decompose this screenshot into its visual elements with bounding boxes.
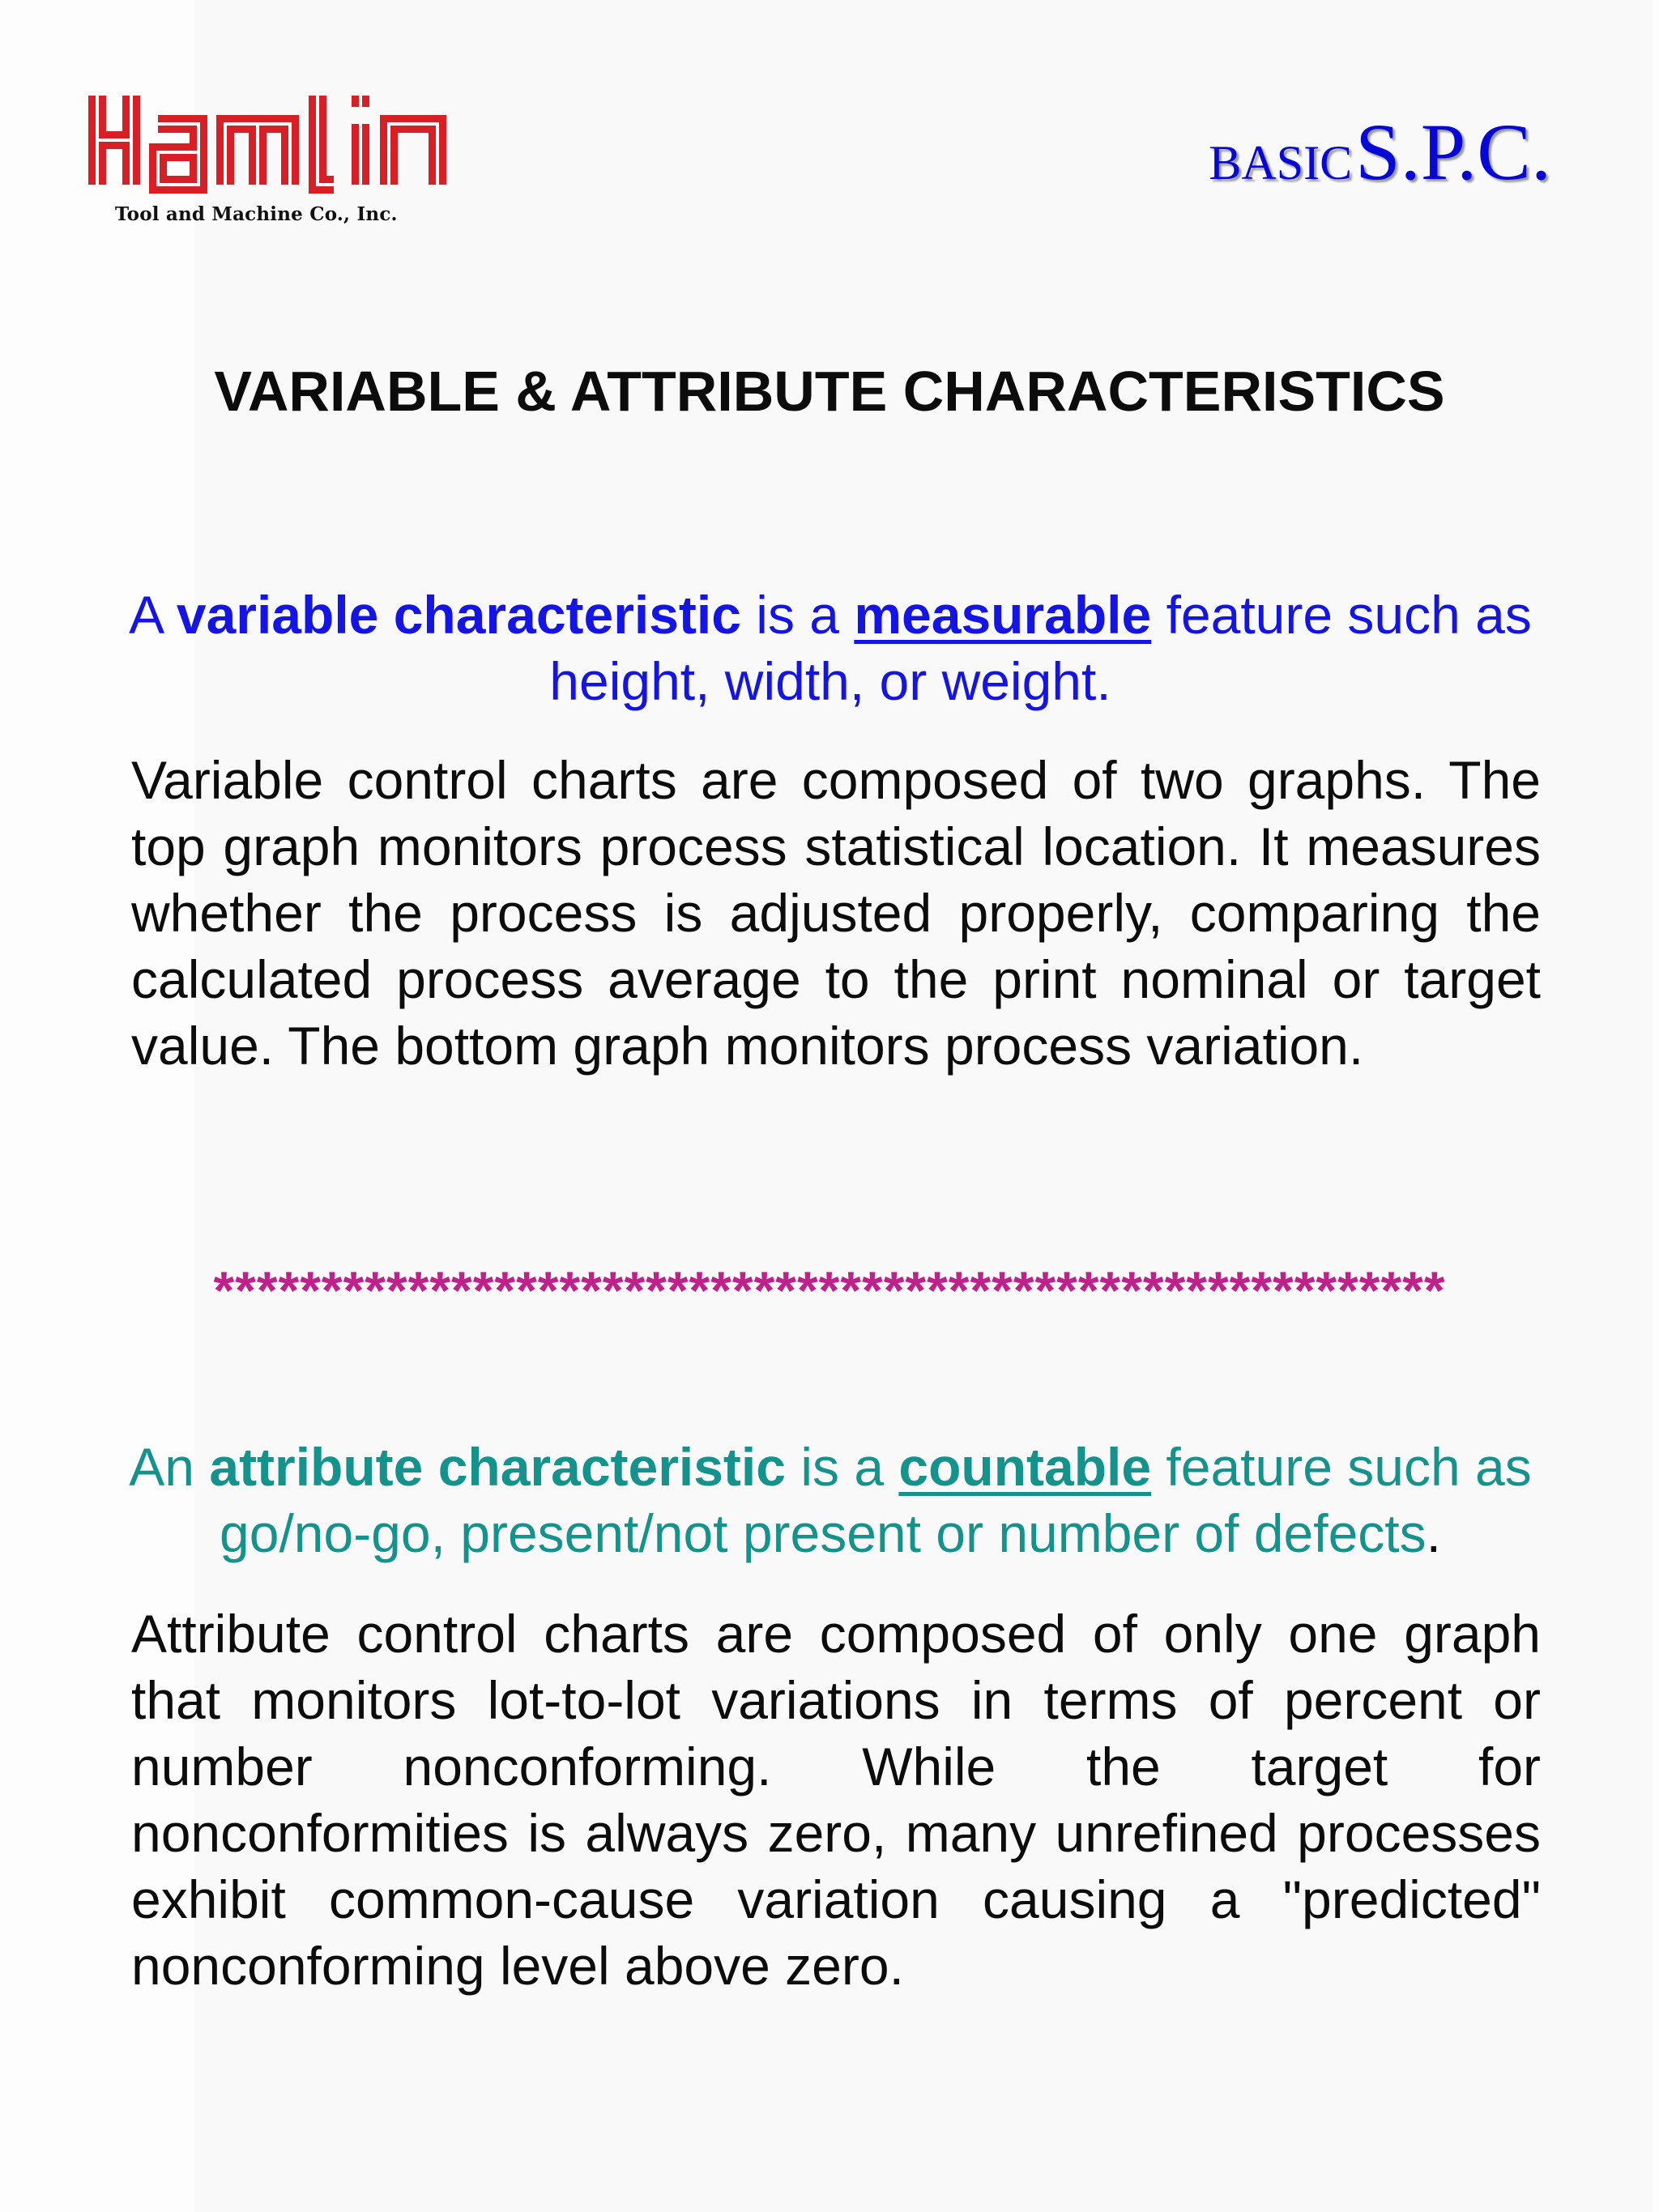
variable-def-suffix: feature such as height, width, or weight. bbox=[549, 585, 1532, 711]
attribute-def-prefix: An bbox=[129, 1437, 195, 1497]
header-basic: BASIC bbox=[1209, 136, 1353, 190]
variable-def-prefix: A bbox=[129, 585, 162, 645]
variable-paragraph: Variable control charts are composed of two graphs. The top graph monitors process statistical location. It measures whether the process is adjusted properly, comparing the calculated process average to the print nominal or target value. The bottom graph monitors process variation. bbox=[131, 750, 1541, 1076]
header-spc: S.P.C. bbox=[1355, 107, 1551, 197]
attribute-def-keyword: countable bbox=[898, 1437, 1152, 1497]
attribute-def-end: . bbox=[1426, 1503, 1441, 1563]
attribute-def-mid: is a bbox=[800, 1437, 885, 1497]
page-title: VARIABLE & ATTRIBUTE CHARACTERISTICS bbox=[214, 360, 1445, 423]
variable-def-term: variable characteristic bbox=[176, 585, 741, 645]
attribute-def-term: attribute characteristic bbox=[209, 1437, 786, 1497]
attribute-definition bbox=[113, 1434, 1547, 1566]
variable-definition bbox=[113, 582, 1547, 714]
header-title bbox=[1209, 107, 1551, 197]
variable-def-keyword: measurable bbox=[854, 585, 1152, 645]
attribute-paragraph: Attribute control charts are composed of only one graph that monitors lot-to-lot variations in terms of percent or number nonconforming. While the target for nonconformities is always zero, many unrefined processes exhibit common-cause variation causing a "predicted" nonconforming level above zero. bbox=[131, 1604, 1541, 1996]
attribute-def-suffix: feature such as go/no-go, present/not present or number of defects bbox=[220, 1437, 1532, 1563]
asterisk-separator: ********************************************************* bbox=[213, 1260, 1446, 1320]
hamlin-logo-wordmark bbox=[81, 87, 486, 201]
logo-subtitle: Tool and Machine Co., Inc. bbox=[115, 203, 398, 225]
hamlin-logo bbox=[81, 87, 486, 233]
variable-def-mid: is a bbox=[756, 585, 840, 645]
